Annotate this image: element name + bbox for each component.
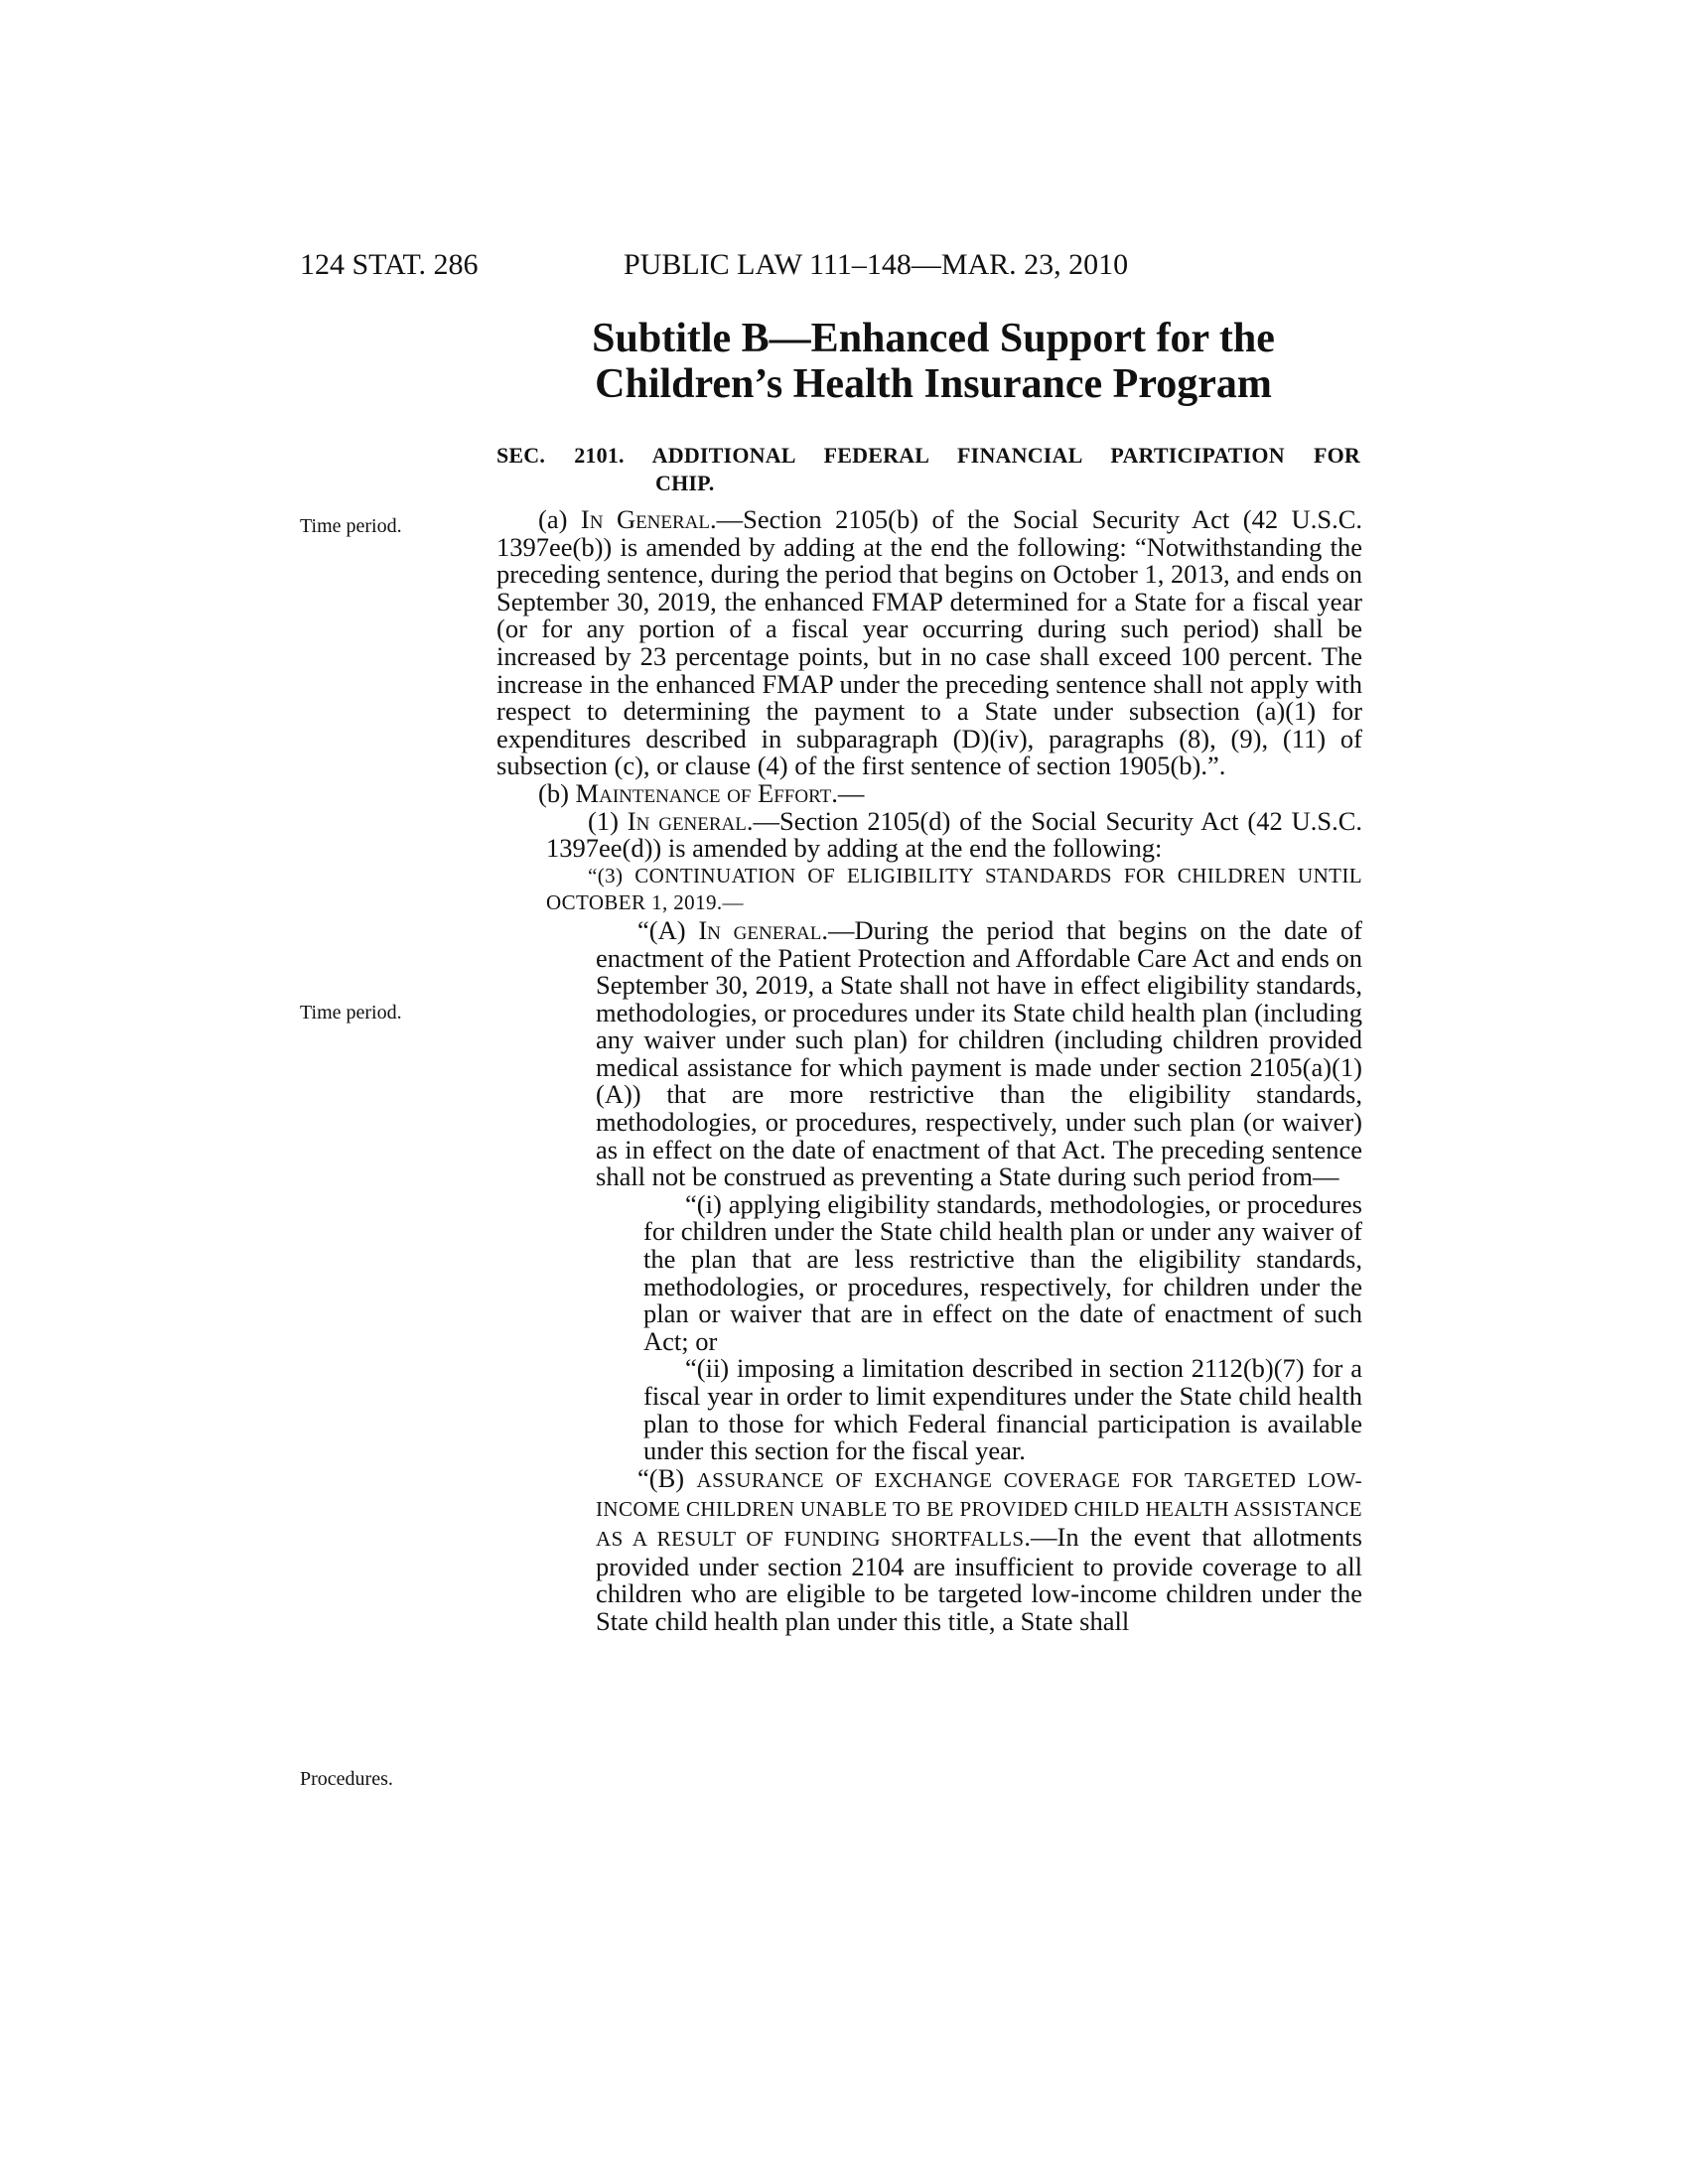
margin-note-procedures: Procedures. <box>300 1768 393 1790</box>
margin-note-time-period: Time period. <box>300 515 402 537</box>
clause-ii: “(ii) imposing a limitation described in section 2112(b)(7) for a fiscal year in order to limit expenditures under the State child health plan to those for which Federal financial participation is available under this section for the fiscal year. <box>643 1353 1362 1466</box>
subsection-a: (a) In General.—Section 2105(b) of the Social Security Act (42 U.S.C. 1397ee(b)) is amended by adding at the end the following: “Notwithstanding the preceding sentence, during the period that begins on October 1, 2013, and ends on September 30, 2019, the enhanced FMAP determined for a State for a fiscal year (or for any portion of a fiscal year occurring during such period) shall be increased by 23 percentage points, but in no case shall exceed 100 percent. The increase in the enhanced FMAP under the preceding sentence shall not apply with respect to determining the payment to a State under subsection (a)(1) for expenditures described in subparagraph (D)(iv), paragraphs (8), (9), (11) of subsection (c), or clause (4) of the first sentence of section 1905(b).”. <box>496 504 1362 781</box>
page-header <box>300 248 1501 288</box>
subtitle-heading <box>496 316 1370 407</box>
subtitle-line-1: Subtitle B—Enhanced Support for the <box>592 316 1275 361</box>
paragraph-b1: (1) In general.—Section 2105(d) of the Social Security Act (42 U.S.C. 1397ee(d)) is amended by adding at the end the following: <box>546 805 1363 864</box>
subsection-b: (b) Maintenance of Effort.— <box>538 777 865 808</box>
subtitle-line-2: Children’s Health Insurance Program <box>595 361 1272 407</box>
subparagraph-A: “(A) In general.—During the period that begins on the date of enactment of the Patient Protection and Affordable Care Act and ends on September 30, 2019, a State shall not have in effect eligibility standards, methodologies, or procedures under its State child health plan (including any waiver under such plan) for children (including children provided medical assistance for which payment is made under section 2105(a)(1)(A)) that are more restrictive than the eligibility standards, methodologies, or procedures, respectively, under such plan (or waiver) as in effect on the date of enactment of that Act. The preceding sentence shall not be construed as preventing a State during such period from— <box>596 914 1362 1192</box>
section-heading-line-2: CHIP. <box>655 471 715 495</box>
statute-page-reference: 124 STAT. 286 <box>300 248 479 281</box>
margin-note-time-period: Time period. <box>300 1002 402 1024</box>
section-heading-line-1: SEC. 2101. ADDITIONAL FEDERAL FINANCIAL PARTICIPATION FOR <box>496 443 1360 468</box>
running-head: PUBLIC LAW 111–148—MAR. 23, 2010 <box>624 248 1129 281</box>
subparagraph-B: “(B) ASSURANCE OF EXCHANGE COVERAGE FOR TARGETED LOW-INCOME CHILDREN UNABLE TO BE PROVIDED CHILD HEALTH ASSISTANCE AS A RESULT OF FUNDING SHORTFALLS.—In the event that allotments provided under section 2104 are insufficient to provide coverage to all children who are eligible to be targeted low-income children under the State child health plan under this title, a State shall <box>596 1462 1362 1636</box>
clause-i: “(i) applying eligibility standards, methodologies, or procedures for children under the State child health plan or under any waiver of the plan that are less restrictive than the eligibility standards, methodologies, or procedures, respectively, for children under the plan or waiver that are in effect on the date of enactment of such Act; or <box>643 1188 1362 1356</box>
section-body <box>496 506 1362 1635</box>
section-heading <box>496 442 1360 497</box>
paragraph-3-heading: “(3) CONTINUATION OF ELIGIBILITY STANDARDS FOR CHILDREN UNTIL OCTOBER 1, 2019.— <box>546 863 1362 915</box>
